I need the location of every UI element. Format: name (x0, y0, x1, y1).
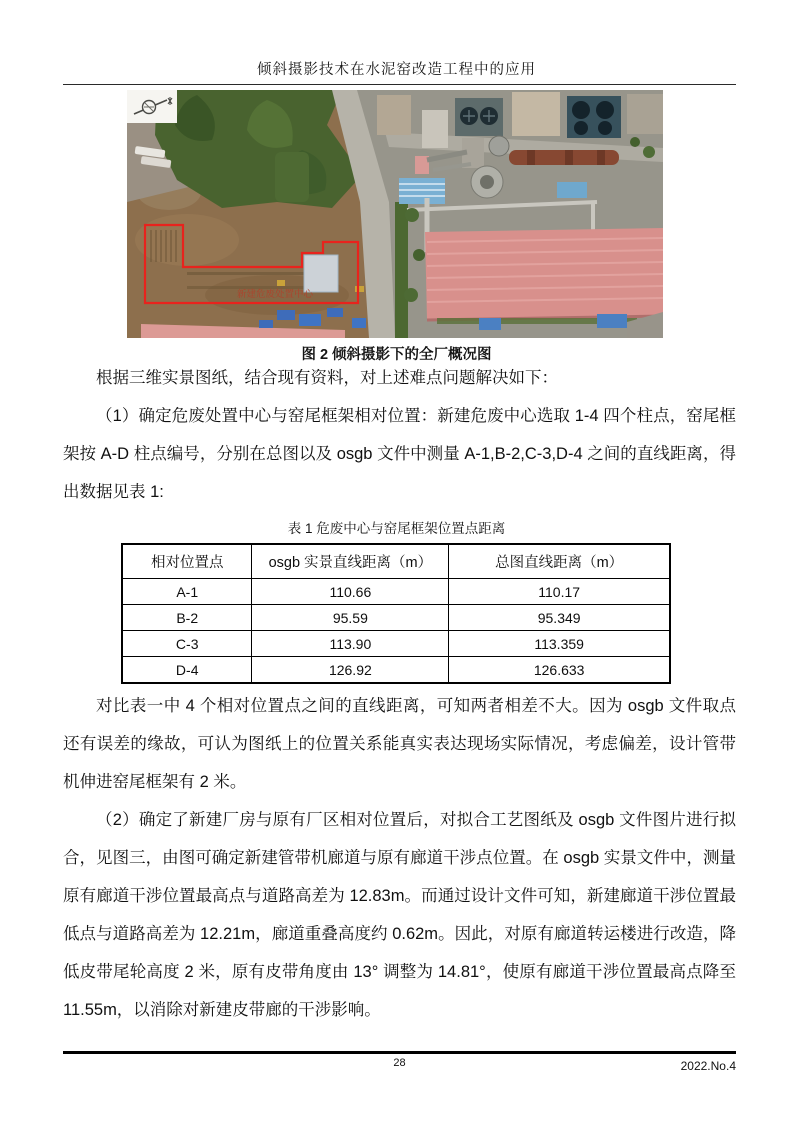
tree-row (275, 152, 309, 202)
table-title: 表 1 危废中心与窑尾框架位置点距离 (287, 521, 506, 536)
paragraph-point-1: （1）确定危废处置中心与窑尾框架相对位置：新建危废中心选取 1-4 四个柱点，窑尾框架按 A-D 柱点编号，分别在总图以及 osgb 文件中测量 A-1,B-2,C-3,D-4 之间的直线距离，得出数据见表 1: (63, 407, 736, 501)
foundation-strip (187, 272, 315, 275)
hedge-strip (395, 202, 408, 338)
blue-tarp (327, 308, 343, 317)
table-header-cell: 总图直线距离（m） (449, 544, 670, 579)
tree (630, 137, 640, 147)
table-row (122, 657, 670, 684)
kiln-band (527, 150, 535, 165)
table-cell: D-4 (122, 657, 252, 684)
table-row (122, 579, 670, 605)
blue-roof-building (597, 314, 627, 328)
table-cell: C-3 (122, 631, 252, 657)
table-cell: 113.90 (252, 631, 449, 657)
site-annotation-label: 新建危废处置中心 (236, 289, 314, 300)
table-cell: 95.59 (252, 605, 449, 631)
table-cell: 95.349 (449, 605, 670, 631)
page-number: 28 (393, 1057, 406, 1069)
plant-building (422, 110, 448, 148)
blue-tarp (259, 320, 273, 328)
tree (404, 288, 418, 302)
paragraph-intro: 根据三维实景图纸，结合现有资料，对上述难点问题解决如下： (96, 369, 558, 387)
table-header-cell: osgb 实景直线距离（m） (252, 544, 449, 579)
blue-tarp (299, 314, 321, 326)
plant-building (377, 95, 411, 135)
excavator (355, 286, 364, 292)
blue-roof-building (399, 178, 445, 204)
issue-label: 2022.No.4 (680, 1059, 736, 1073)
concrete-pad (304, 255, 338, 292)
kiln-band (565, 150, 573, 165)
footer-divider (63, 1051, 736, 1054)
table-cell: 110.17 (449, 579, 670, 605)
table-header-row (122, 544, 670, 579)
silo-top (480, 175, 494, 189)
silo-top (489, 136, 509, 156)
distance-table (121, 543, 671, 684)
kiln-band (597, 150, 605, 165)
blue-roof-building (479, 318, 501, 330)
table-cell: 113.359 (449, 631, 670, 657)
cooling-fan (596, 101, 614, 119)
blue-tarp (352, 318, 366, 328)
header-divider (63, 84, 736, 85)
table-cell: 126.633 (449, 657, 670, 684)
blue-tarp (277, 310, 295, 320)
table-cell: 110.66 (252, 579, 449, 605)
paragraph-point-2: （2）确定了新建厂房与原有厂区相对位置后，对拟合工艺图纸及 osgb 文件图片进行拟合，见图三，由图可确定新建管带机廊道与原有廊道干涉点位置。在 osgb 实景文件中，测量原有廊道干涉位置最高点与道路高差为 12.83m。而通过设计文件可知，新建廊道干涉位置最低点与道路高差为 12.21m，廊道重叠高度约 0.62m。因此，对原有廊道转运楼进行改造，降低皮带尾轮高度 2 米，原有皮带角度由 13° 调整为 14.81°，使原有廊道干涉位置最高点降至 11.55m，以消除对新建皮带廊的干涉影响。 (63, 811, 736, 1019)
tree (413, 249, 425, 261)
page-header-title: 倾斜摄影技术在水泥窑改造工程中的应用 (257, 62, 536, 78)
table-cell: 126.92 (252, 657, 449, 684)
table-cell: A-1 (122, 579, 252, 605)
figure-caption: 图 2 倾斜摄影下的全厂概况图 (301, 347, 492, 363)
plant-building (627, 94, 663, 134)
table-header-cell: 相对位置点 (122, 544, 252, 579)
excavator (277, 280, 285, 286)
paragraph-comparison: 对比表一中 4 个相对位置点之间的直线距离，可知两者相差不大。因为 osgb 文件取点还有误差的缘故，可认为图纸上的位置关系能真实表达现场实际情况，考虑偏差，设计管带机伸进窑尾框架有 2 米。 (63, 697, 736, 791)
compass-icon (127, 90, 177, 123)
table-row (122, 631, 670, 657)
aerial-photo-figure (127, 90, 663, 338)
tree (405, 208, 419, 222)
cooling-fan (572, 101, 590, 119)
table-row (122, 605, 670, 631)
aerial-photo (127, 90, 663, 338)
blue-roof-building (557, 182, 587, 198)
tree (643, 146, 655, 158)
table-cell: B-2 (122, 605, 252, 631)
cooling-fan (598, 121, 612, 135)
cooling-fan (574, 121, 588, 135)
plant-building (512, 92, 560, 136)
